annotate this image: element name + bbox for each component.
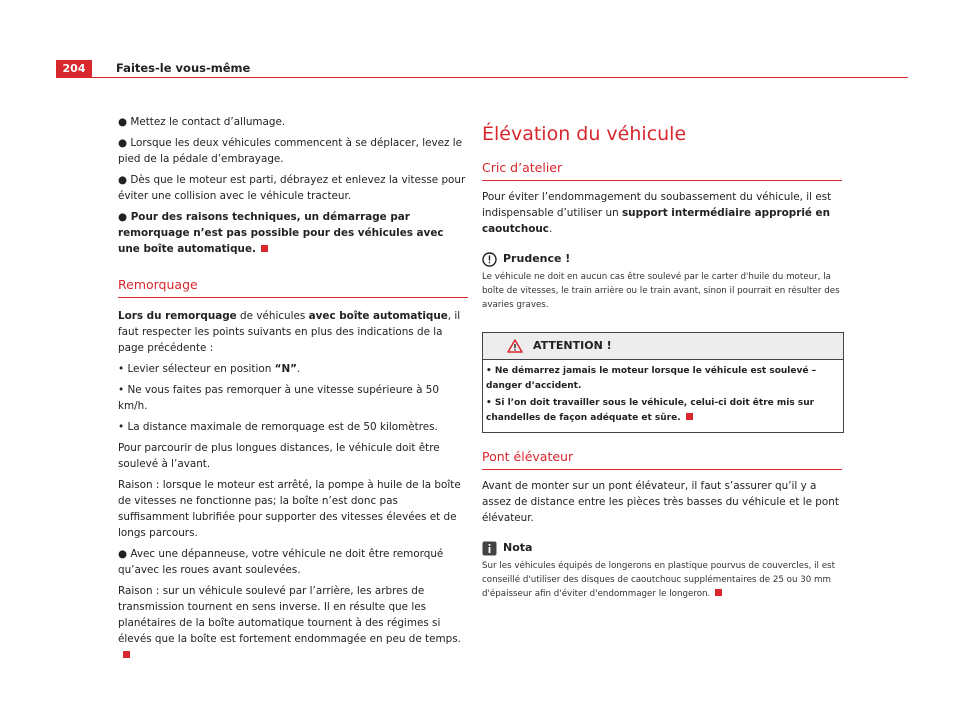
- paragraph: Raison : lorsque le moteur est arrêté, la pompe à huile de la boîte de vitesses ne fonctionne pas; la boîte n’est donc pas suffisamment lubrifiée pour supporter des vitesses élevées et de longs parcours.: [118, 479, 461, 539]
- info-icon: [482, 541, 497, 556]
- bullet-item-bold: ● Pour des raisons techniques, un démarrage par remorquage n’est pas possible pour des véhicules avec une boîte automatique.: [118, 211, 444, 255]
- attention-item: • Si l’on doit travailler sous le véhicule, celui-ci doit être mis sur chandelles de façon adéquate et sûre.: [486, 398, 815, 423]
- end-marker-icon: [715, 589, 722, 596]
- bullet-item: ● Lorsque les deux véhicules commencent à se déplacer, levez le pied de la pédale d’embrayage.: [118, 137, 463, 165]
- bullet-item: ● Avec une dépanneuse, votre véhicule ne doit être remorqué qu’avec les roues avant soulevées.: [118, 548, 444, 576]
- prudence-text: Le véhicule ne doit en aucun cas être soulevé par le carter d'huile du moteur, la boîte de vitesses, le train arrière ou le train avant, sinon il pourrait en résulter des avaries graves.: [482, 272, 840, 310]
- section-title-cric: Cric d’atelier: [482, 160, 842, 181]
- nota-text: Sur les véhicules équipés de longerons en plastique pourvus de couvercles, il est conseillé d'utiliser des disques de caoutchouc supplémentaires de 25 ou 30 mm d'épaisseur afin d'éviter d'endommager le longeron.: [482, 561, 835, 599]
- paragraph: Raison : sur un véhicule soulevé par l’arrière, les arbres de transmission tournent en sens inverse. Il en résulte que les planétaires de la boîte automatique tournent à des régimes si élevés que la boîte est fortement endommagée en peu de temps.: [118, 583, 468, 663]
- header-rule: [56, 77, 908, 78]
- prudence-heading: Prudence !: [482, 251, 842, 267]
- pont-text: Avant de monter sur un pont élévateur, il faut s’assurer qu’il y a assez de distance entre les pièces très basses du véhicule et le pont élévateur.: [482, 480, 839, 524]
- page-number: 204: [56, 60, 92, 77]
- bullet-item: • La distance maximale de remorquage est de 50 kilomètres.: [118, 421, 438, 433]
- right-column: [482, 118, 842, 601]
- attention-body: [483, 360, 843, 432]
- attention-box: [482, 332, 844, 433]
- bullet-item: ● Mettez le contact d’allumage.: [118, 116, 286, 128]
- attention-item: • Ne démarrez jamais le moteur lorsque le véhicule est soulevé – danger d’accident.: [486, 366, 817, 391]
- end-marker-icon: [686, 413, 693, 420]
- section-title-remorquage: Remorquage: [118, 277, 468, 298]
- remorquage-intro: Lors du remorquage de véhicules avec boîte automatique, il faut respecter les points suivants en plus des indications de la page précédente :: [118, 310, 461, 354]
- end-marker-icon: [261, 245, 268, 252]
- chapter-title: Faites-le vous-même: [116, 61, 251, 75]
- bullet-item: • Ne vous faites pas remorquer à une vitesse supérieure à 50 km/h.: [118, 384, 439, 412]
- bullet-item: • Levier sélecteur en position “N”.: [118, 363, 301, 375]
- section-title-pont: Pont élévateur: [482, 449, 842, 470]
- end-marker-icon: [123, 651, 130, 658]
- prudence-icon: [482, 252, 497, 267]
- main-title: Élévation du véhicule: [482, 123, 687, 145]
- left-column: [118, 114, 468, 663]
- nota-heading: Nota: [482, 540, 842, 556]
- attention-heading: ATTENTION !: [483, 333, 843, 360]
- cric-text: Pour éviter l’endommagement du soubassement du véhicule, il est indispensable d’utiliser un support intermédiaire approprié en caoutchouc.: [482, 191, 832, 235]
- bullet-item: ● Dès que le moteur est parti, débrayez et enlevez la vitesse pour éviter une collision avec le véhicule tracteur.: [118, 174, 466, 202]
- paragraph: Pour parcourir de plus longues distances, le véhicule doit être soulevé à l’avant.: [118, 442, 440, 470]
- warning-triangle-icon: [507, 339, 523, 353]
